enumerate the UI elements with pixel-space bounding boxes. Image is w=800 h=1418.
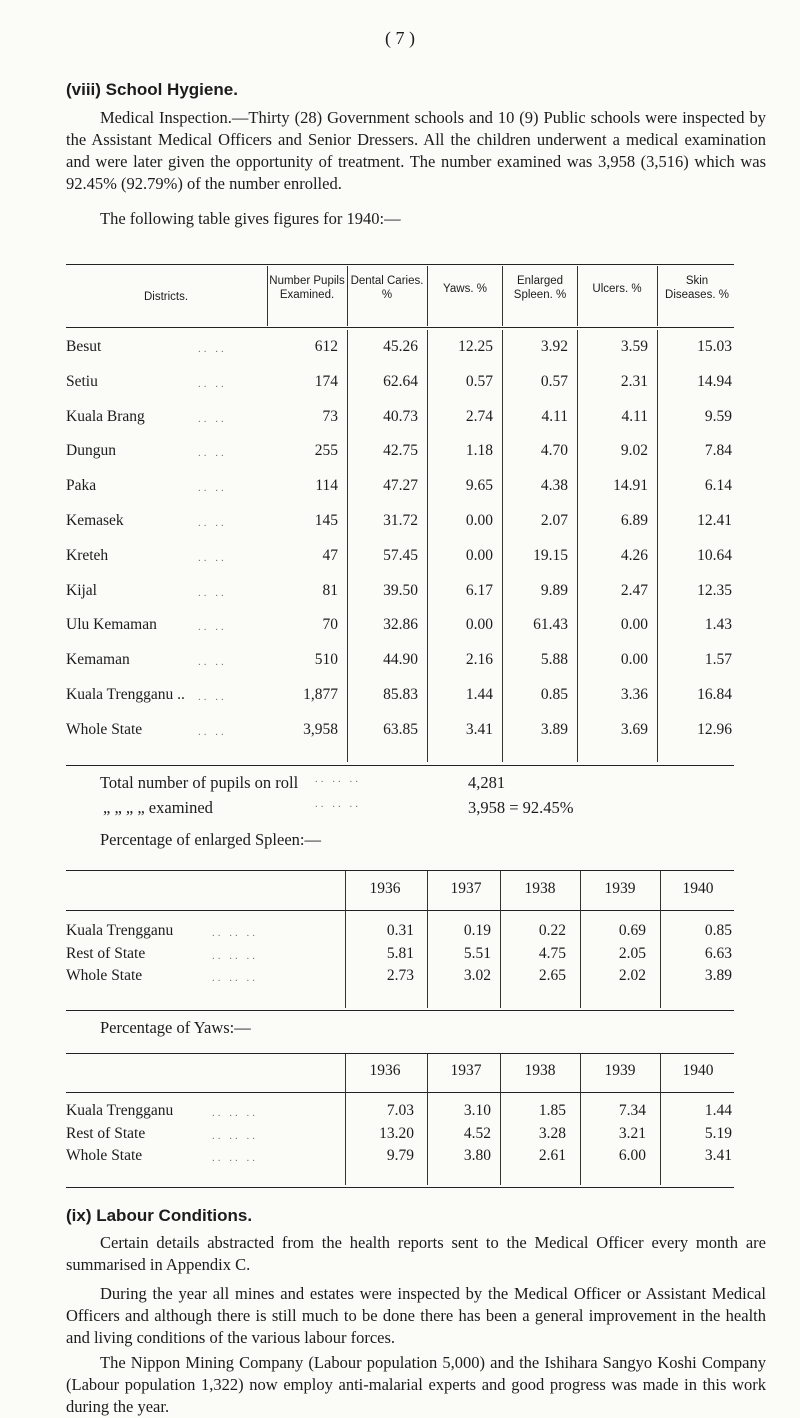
row-label: Rest of State xyxy=(66,944,146,962)
total-examined-label: „ „ „ „ examined xyxy=(103,798,213,817)
row-label: Kuala Trengganu xyxy=(66,1102,174,1119)
cell-spleen: 4.11 xyxy=(541,407,568,425)
cell-ulcers: 3.36 xyxy=(620,686,648,703)
year-header: 1938 xyxy=(524,1062,556,1079)
cell-value: 0.85 xyxy=(704,922,732,939)
cell-value: 2.61 xyxy=(538,1147,566,1164)
cell-value: 1.85 xyxy=(538,1102,566,1119)
leader-dots: .. .. .. xyxy=(212,1107,258,1119)
cell-value: 3.80 xyxy=(463,1147,491,1164)
cell-dental: 44.90 xyxy=(383,651,418,669)
cell-skin: 1.57 xyxy=(704,651,732,669)
year-header: 1936 xyxy=(369,880,401,897)
cell-skin: 1.43 xyxy=(704,616,732,634)
cell-spleen: 3.89 xyxy=(540,720,568,738)
district-name: Kreteh xyxy=(66,546,109,564)
cell-value: 13.20 xyxy=(379,1124,414,1142)
cell-pupils: 145 xyxy=(314,512,338,529)
cell-value: 3.02 xyxy=(463,967,491,984)
cell-yaws: 1.44 xyxy=(465,686,493,703)
cell-yaws: 0.57 xyxy=(465,372,493,390)
year-header: 1940 xyxy=(682,880,714,897)
cell-yaws: 2.16 xyxy=(465,651,493,669)
year-header: 1939 xyxy=(604,880,636,897)
cell-value: 6.63 xyxy=(704,944,732,962)
cell-value: 6.00 xyxy=(618,1147,646,1164)
cell-yaws: 0.00 xyxy=(465,546,493,564)
cell-spleen: 61.43 xyxy=(533,616,568,634)
cell-skin: 14.94 xyxy=(697,372,732,390)
cell-dental: 39.50 xyxy=(383,581,418,599)
cell-dental: 32.86 xyxy=(383,616,418,634)
cell-ulcers: 3.69 xyxy=(620,720,648,738)
year-header: 1939 xyxy=(604,1062,636,1079)
cell-ulcers: 0.00 xyxy=(620,616,648,634)
cell-value: 9.79 xyxy=(386,1147,414,1164)
cell-pupils: 73 xyxy=(322,407,338,425)
cell-pupils: 174 xyxy=(314,372,338,390)
year-header: 1937 xyxy=(450,1062,482,1079)
table-bottom-rule xyxy=(66,765,734,766)
total-examined-value: 3,958 = 92.45% xyxy=(468,798,574,817)
cell-ulcers: 3.59 xyxy=(620,338,648,355)
cell-value: 5.51 xyxy=(463,944,491,962)
year-header: 1937 xyxy=(450,880,482,897)
cell-dental: 31.72 xyxy=(383,512,418,529)
cell-dental: 85.83 xyxy=(383,686,418,703)
cell-spleen: 4.38 xyxy=(540,477,568,495)
leader-dots: .. .. .. xyxy=(315,773,361,785)
cell-value: 7.34 xyxy=(618,1102,646,1119)
cell-yaws: 12.25 xyxy=(458,338,493,355)
page-number: ( 7 ) xyxy=(385,28,415,48)
cell-dental: 45.26 xyxy=(383,338,418,355)
leader-dots: .. .. xyxy=(198,656,227,669)
leader-dots: .. .. xyxy=(198,412,227,425)
cell-ulcers: 9.02 xyxy=(620,442,648,460)
cell-pupils: 3,958 xyxy=(303,720,338,738)
cell-skin: 12.96 xyxy=(697,720,732,738)
district-name: Kuala Brang xyxy=(66,407,145,425)
leader-dots: .. .. xyxy=(198,482,227,495)
row-label: Whole State xyxy=(66,967,143,984)
cell-value: 1.44 xyxy=(704,1102,732,1119)
cell-value: 3.41 xyxy=(704,1147,732,1164)
header-skin: Skin Diseases. % xyxy=(665,275,729,301)
leader-dots: .. .. .. xyxy=(212,1129,258,1142)
cell-value: 7.03 xyxy=(386,1102,414,1119)
table-header-rule xyxy=(66,327,734,328)
cell-value: 3.10 xyxy=(463,1102,491,1119)
cell-value: 2.65 xyxy=(538,967,566,984)
cell-value: 3.89 xyxy=(704,967,732,984)
cell-skin: 16.84 xyxy=(697,686,732,703)
cell-value: 4.52 xyxy=(463,1124,491,1142)
leader-dots: .. .. xyxy=(198,551,227,564)
leader-dots: .. .. xyxy=(198,691,227,703)
row-label: Whole State xyxy=(66,1147,143,1164)
cell-pupils: 70 xyxy=(322,616,338,634)
row-label: Rest of State xyxy=(66,1124,146,1142)
table-intro: The following table gives figures for 1940:— xyxy=(100,209,401,228)
district-name: Kijal xyxy=(66,581,97,599)
header-pupils: Number Pupils Examined. xyxy=(269,275,345,301)
district-name: Kemaman xyxy=(66,651,130,669)
cell-yaws: 1.18 xyxy=(465,442,493,460)
cell-value: 3.21 xyxy=(618,1124,646,1142)
district-name: Dungun xyxy=(66,442,116,460)
year-header: 1938 xyxy=(524,880,556,897)
cell-ulcers: 4.26 xyxy=(620,546,648,564)
cell-spleen: 9.89 xyxy=(540,581,568,599)
leader-dots: .. .. xyxy=(198,447,227,460)
cell-yaws: 3.41 xyxy=(465,720,493,738)
cell-ulcers: 2.47 xyxy=(620,581,648,599)
labour-paragraph-3: The Nippon Mining Company (Labour population 5,000) and the Ishihara Sangyo Koshi Company (Labour population 1,322) now employ anti-malarial experts and good progress was made in this work during the year. xyxy=(66,1353,766,1416)
cell-skin: 9.59 xyxy=(704,407,732,425)
cell-yaws: 2.74 xyxy=(465,407,493,425)
spleen-table-caption: Percentage of enlarged Spleen:— xyxy=(100,830,321,849)
cell-pupils: 47 xyxy=(322,546,338,564)
cell-value: 4.75 xyxy=(538,944,566,962)
cell-value: 2.73 xyxy=(386,967,414,984)
cell-value: 5.81 xyxy=(386,944,414,962)
medical-inspection-paragraph: Medical Inspection.—Thirty (28) Government schools and 10 (9) Public schools were inspected by the Assistant Medical Officers and Senior Dressers. All the children underwent a medical examination and were later given the opportunity of treatment. The number examined was 3,958 (3,516) which was 92.45% (92.79%) of the number enrolled. xyxy=(66,108,766,193)
cell-value: 3.28 xyxy=(538,1124,566,1142)
leader-dots: .. .. xyxy=(198,343,227,355)
leader-dots: .. .. .. xyxy=(315,798,361,810)
year-header: 1936 xyxy=(369,1062,401,1079)
cell-pupils: 81 xyxy=(322,581,338,599)
row-label: Kuala Trengganu xyxy=(66,922,174,939)
district-name: Setiu xyxy=(66,372,98,390)
cell-value: 2.02 xyxy=(618,967,646,984)
cell-ulcers: 6.89 xyxy=(620,512,648,529)
labour-paragraph-1: Certain details abstracted from the health reports sent to the Medical Officer every month are summarised in Appendix C. xyxy=(66,1233,766,1274)
header-ulcers: Ulcers. % xyxy=(592,283,642,295)
cell-pupils: 255 xyxy=(314,442,338,460)
leader-dots: .. .. xyxy=(198,621,227,634)
cell-pupils: 510 xyxy=(314,651,338,669)
cell-skin: 15.03 xyxy=(697,338,732,355)
section-heading-school-hygiene: (viii) School Hygiene. xyxy=(66,80,238,99)
header-districts: Districts. xyxy=(143,291,189,303)
cell-skin: 12.41 xyxy=(697,512,732,529)
cell-yaws: 9.65 xyxy=(465,477,493,495)
district-name: Kuala Trengganu .. xyxy=(66,686,185,703)
cell-yaws: 0.00 xyxy=(465,616,493,634)
cell-yaws: 6.17 xyxy=(465,581,493,599)
total-roll-value: 4,281 xyxy=(468,773,506,792)
leader-dots: .. .. .. xyxy=(212,1152,258,1164)
cell-value: 0.69 xyxy=(618,922,646,939)
leader-dots: .. .. xyxy=(198,377,227,390)
header-dental: Dental Caries. % xyxy=(350,275,424,301)
cell-ulcers: 4.11 xyxy=(621,407,648,425)
cell-pupils: 114 xyxy=(315,477,338,495)
cell-spleen: 5.88 xyxy=(540,651,568,669)
cell-spleen: 19.15 xyxy=(533,546,568,564)
district-name: Whole State xyxy=(66,720,143,738)
header-spleen: Enlarged Spleen. % xyxy=(513,275,567,301)
cell-skin: 7.84 xyxy=(704,442,732,460)
year-header: 1940 xyxy=(682,1062,714,1079)
labour-paragraph-2: During the year all mines and estates were inspected by the Medical Officer or Assistant Medical Officers and although there is still much to be done there has been a general improvement in the health and living conditions of the various labour forces. xyxy=(66,1284,766,1347)
leader-dots: .. .. .. xyxy=(212,927,258,939)
cell-spleen: 0.85 xyxy=(540,686,568,703)
cell-value: 5.19 xyxy=(704,1124,732,1142)
cell-skin: 10.64 xyxy=(697,546,732,564)
cell-dental: 57.45 xyxy=(383,546,418,564)
leader-dots: .. .. xyxy=(198,725,227,738)
cell-value: 0.31 xyxy=(386,922,414,939)
district-name: Besut xyxy=(66,338,102,355)
cell-spleen: 4.70 xyxy=(540,442,568,460)
cell-dental: 63.85 xyxy=(383,720,418,738)
cell-skin: 12.35 xyxy=(697,581,732,599)
table-top-rule xyxy=(66,264,734,265)
total-roll-label: Total number of pupils on roll xyxy=(100,773,299,792)
leader-dots: .. .. xyxy=(198,586,227,599)
leader-dots: .. .. .. xyxy=(212,972,258,984)
header-yaws: Yaws. % xyxy=(443,283,487,295)
cell-spleen: 2.07 xyxy=(540,512,568,529)
district-name: Ulu Kemaman xyxy=(66,616,157,634)
cell-dental: 42.75 xyxy=(383,442,418,460)
cell-pupils: 612 xyxy=(314,338,338,355)
cell-value: 2.05 xyxy=(618,944,646,962)
cell-value: 0.19 xyxy=(463,922,491,939)
cell-pupils: 1,877 xyxy=(303,686,338,703)
cell-ulcers: 2.31 xyxy=(620,372,648,390)
cell-yaws: 0.00 xyxy=(465,512,493,529)
district-name: Kemasek xyxy=(66,512,124,529)
cell-skin: 6.14 xyxy=(704,477,732,495)
cell-ulcers: 0.00 xyxy=(620,651,648,669)
cell-spleen: 3.92 xyxy=(540,338,568,355)
leader-dots: .. .. .. xyxy=(212,949,258,962)
leader-dots: .. .. xyxy=(198,517,227,529)
cell-dental: 47.27 xyxy=(383,477,418,495)
cell-value: 0.22 xyxy=(538,922,566,939)
district-name: Paka xyxy=(66,477,97,495)
cell-spleen: 0.57 xyxy=(540,372,568,390)
cell-ulcers: 14.91 xyxy=(613,477,648,495)
yaws-table-caption: Percentage of Yaws:— xyxy=(100,1018,251,1037)
cell-dental: 40.73 xyxy=(383,407,418,425)
section-heading-labour-conditions: (ix) Labour Conditions. xyxy=(66,1206,253,1225)
cell-dental: 62.64 xyxy=(383,372,418,390)
